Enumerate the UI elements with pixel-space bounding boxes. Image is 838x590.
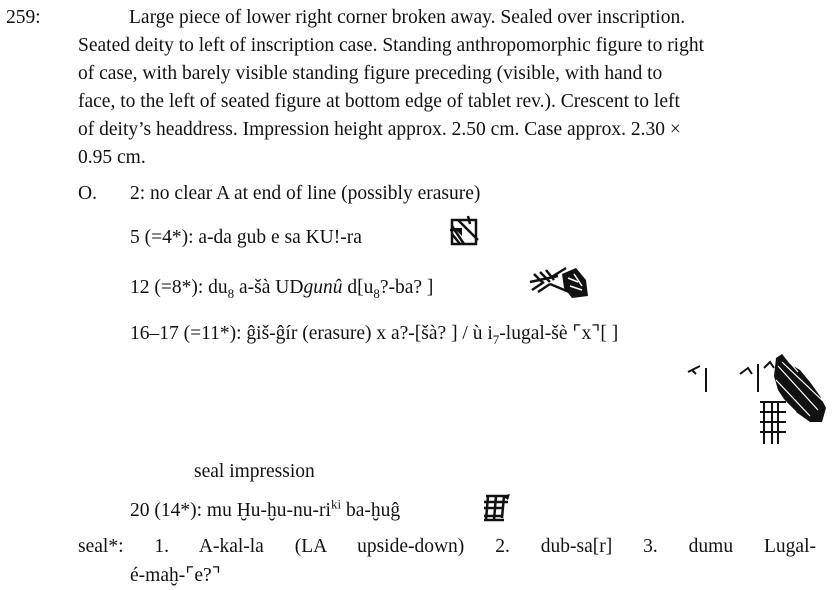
description-line: face, to the left of seated figure at bottom edge of tablet rev.). Crescent to left: [78, 91, 680, 112]
obverse-line-12: 12 (=8*): $du_8$ a-šà UDgunû $d[u_8?-ba$? ]: [130, 277, 434, 301]
seal-impression-label: seal impression: [194, 461, 315, 482]
seal-legend-line-1: seal*: 1. A-kal-la (LA upside-down) 2. dub-sa[r] 3. dumu Lugal-: [78, 536, 816, 557]
entry-number: 259:: [6, 7, 41, 28]
description-line: of deity’s headdress. Impression height approx. 2.50 cm. Case approx. 2.30 ×: [78, 119, 681, 140]
description-line: 0.95 cm.: [78, 147, 146, 168]
cuneiform-sign-icon: [678, 350, 830, 446]
description-line: Large piece of lower right corner broken away. Sealed over inscription.: [129, 7, 686, 28]
obverse-line-5: 5 (=4*): a-da gub e sa KU!-ra: [130, 227, 362, 248]
seal-legend-line-2: é-maḫ-⌜e?⌝: [130, 565, 221, 586]
description-line: of case, with barely visible standing figure preceding (visible, with hand to: [78, 63, 663, 84]
obverse-line-2: 2: no clear A at end of line (possibly erasure): [130, 183, 481, 204]
obverse-line-20: 20 (14*): mu $Ḫu-ḫu-nu-ri^{ki}$ ba-ḫuĝ: [130, 496, 401, 521]
entry-description: [78, 4, 816, 172]
obverse-label: O.: [78, 183, 97, 204]
cuneiform-sign-icon: [448, 214, 482, 248]
cuneiform-sign-icon: [480, 492, 514, 524]
cuneiform-sign-icon: [528, 262, 592, 302]
obverse-line-16-17: 16–17 (=11*): ĝiš-ĝír (erasure) x a?-[šà? ] / ù $i_7-lugal-šè$ ⌜x⌝[ ]: [130, 323, 619, 347]
description-line: Seated deity to left of inscription case. Standing anthropomorphic figure to right: [78, 35, 705, 56]
